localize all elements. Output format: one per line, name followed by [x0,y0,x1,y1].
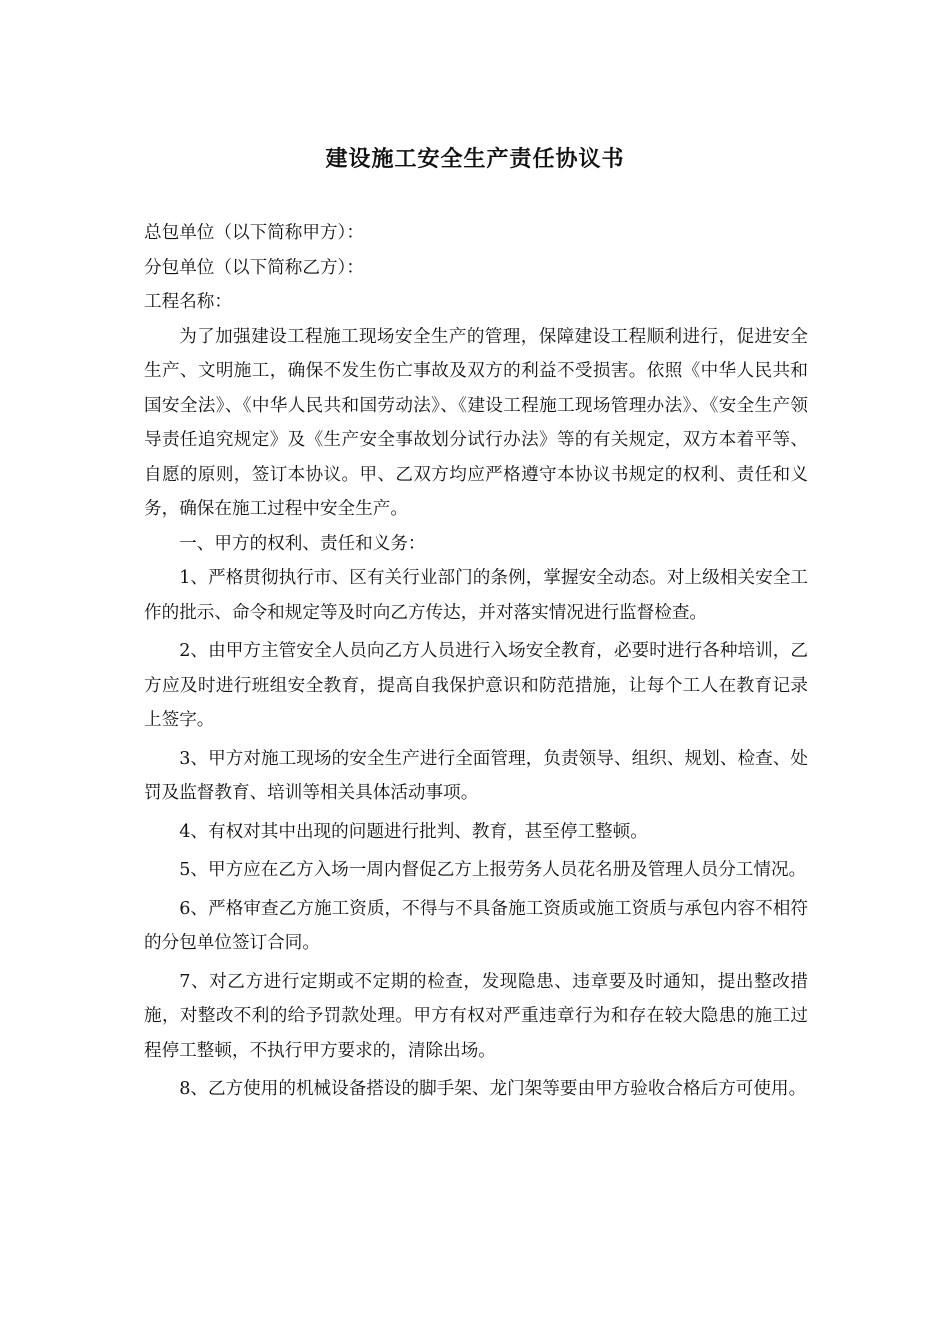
party-a-line: 总包单位（以下简称甲方）： [144,223,364,243]
clause-paragraph: 4、有权对其中出现的问题进行批判、教育，甚至停工整顿。 [179,821,648,842]
section-heading: 一、甲方的权利、责任和义务： [179,533,426,554]
preamble-paragraph: 为了加强建设工程施工现场安全生产的管理，保障建设工程顺利进行，促进安全生产、文明施工，确保不发生伤亡事故及双方的利益不受损害。依照《中华人民共和国安全法》、《中华人民共和国劳动法》、《建设工程施工现场管理办法》、《安全生产领导责任追究规定》及《生产安全事故划分试行办法》等的有关规定，双方本着平等、自愿的原则，签订本协议。甲、乙双方均应严格遵守本协议书规定的权利、责任和义务，确保在施工过程中安全生产。 [144,326,808,519]
clause-paragraph: 1、严格贯彻执行市、区有关行业部门的条例，掌握安全动态。对上级相关安全工作的批示、命令和规定等及时向乙方传达，并对落实情况进行监督检查。 [144,568,808,623]
clause-paragraph: 2、由甲方主管安全人员向乙方人员进行入场安全教育，必要时进行各种培训，乙方应及时进行班组安全教育，提高自我保护意识和防范措施，让每个工人在教育记录上签字。 [144,641,808,730]
document-title: 建设施工安全生产责任协议书 [325,146,625,172]
project-name-line: 工程名称： [144,292,232,312]
clause-paragraph: 7、对乙方进行定期或不定期的检查，发现隐患、违章要及时通知，提出整改措施，对整改不利的给予罚款处理。甲方有权对严重违章行为和存在较大隐患的施工过程停工整顿，不执行甲方要求的，清除出场。 [144,971,808,1061]
party-b-line: 分包单位（以下简称乙方）： [144,257,364,278]
clause-paragraph: 3、甲方对施工现场的安全生产进行全面管理，负责领导、组织、规划、检查、处罚及监督教育、培训等相关具体活动事项。 [144,748,808,803]
document-body [144,216,808,1107]
clause-paragraph: 8、乙方使用的机械设备搭设的脚手架、龙门架等要由甲方验收合格后方可使用。 [179,1079,807,1099]
clause-paragraph: 6、严格审查乙方施工资质，不得与不具备施工资质或施工资质与承包内容不相符的分包单位签订合同。 [144,898,808,953]
clause-paragraph: 5、甲方应在乙方入场一周内督促乙方上报劳务人员花名册及管理人员分工情况。 [179,860,807,880]
